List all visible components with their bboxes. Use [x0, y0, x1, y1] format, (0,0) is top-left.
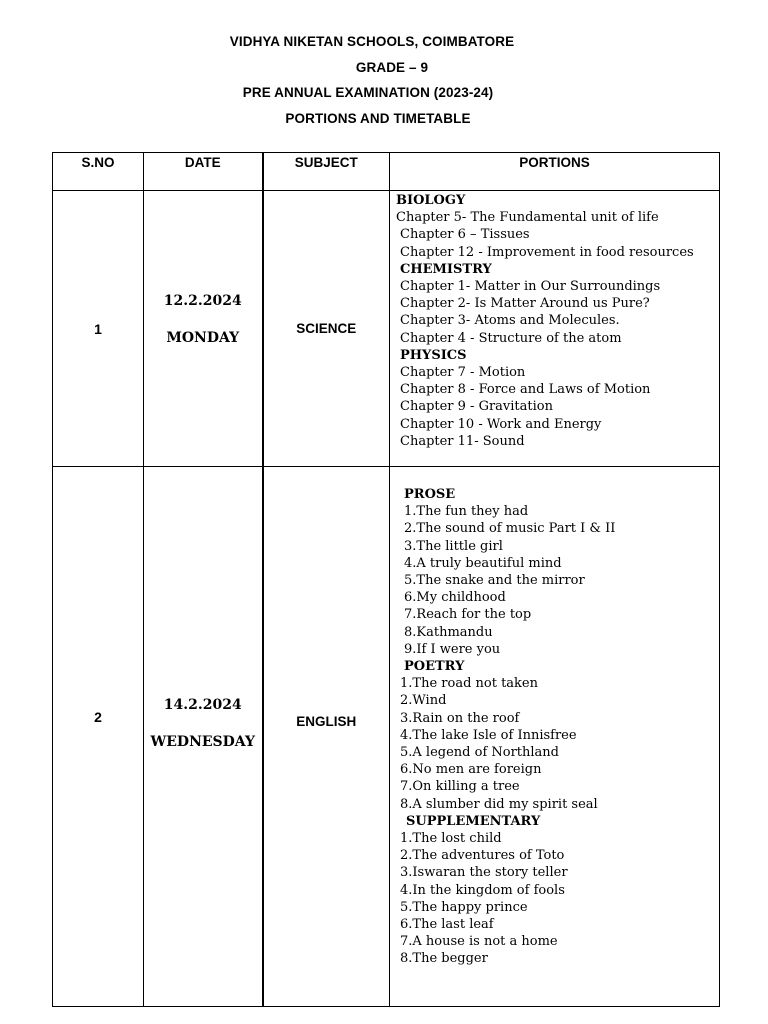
section-heading: PHYSICS — [400, 347, 467, 363]
col-header-portions: PORTIONS — [390, 153, 720, 191]
portion-item: 5.A legend of Northland — [400, 745, 560, 761]
portion-item: 6.My childhood — [404, 590, 506, 606]
portion-item: 3.The little girl — [404, 538, 503, 554]
portion-item: 2.The sound of music Part I & II — [404, 521, 616, 537]
section-heading: CHEMISTRY — [400, 261, 492, 277]
portion-item: 4.In the kingdom of fools — [400, 882, 565, 898]
portion-item: 6.No men are foreign — [400, 762, 542, 778]
portion-item: Chapter 11- Sound — [400, 433, 525, 449]
exam-day: MONDAY — [166, 329, 240, 346]
portion-item: 7.Reach for the top — [404, 607, 532, 623]
portion-item: Chapter 10 - Work and Energy — [400, 416, 602, 432]
portion-item: 7.A house is not a home — [400, 934, 558, 950]
col-header-date: DATE — [144, 153, 263, 191]
subject-cell: ENGLISH — [263, 467, 390, 1007]
exam-day: WEDNESDAY — [150, 733, 255, 750]
sno-cell: 1 — [53, 191, 144, 467]
portion-item: Chapter 9 - Gravitation — [400, 399, 553, 415]
portions-list — [390, 467, 719, 968]
col-header-sno: S.NO — [53, 153, 144, 191]
col-header-subject: SUBJECT — [263, 153, 390, 191]
table-row — [53, 191, 720, 467]
portion-item: Chapter 1- Matter in Our Surroundings — [400, 279, 661, 295]
exam-heading: PRE ANNUAL EXAMINATION (2023-24) — [242, 85, 494, 100]
section-heading: SUPPLEMENTARY — [406, 813, 541, 829]
portion-item: 5.The snake and the mirror — [404, 573, 585, 589]
date-cell — [144, 191, 263, 467]
table-row — [53, 467, 720, 1007]
date-cell — [144, 467, 263, 1007]
school-name: VIDHYA NIKETAN SCHOOLS, COIMBATORE — [229, 34, 515, 49]
portion-item: 3.Iswaran the story teller — [400, 865, 568, 881]
grade-heading: GRADE – 9 — [355, 60, 429, 75]
portion-item: Chapter 8 - Force and Laws of Motion — [400, 382, 651, 398]
portion-item: 9.If I were you — [404, 641, 501, 657]
portion-item: Chapter 5- The Fundamental unit of life — [396, 210, 659, 226]
portions-timetable-heading: PORTIONS AND TIMETABLE — [285, 111, 471, 126]
section-heading: PROSE — [404, 487, 456, 502]
portion-item: Chapter 6 – Tissues — [400, 227, 530, 243]
portion-item: 8.The begger — [400, 951, 488, 967]
portion-item: Chapter 12 - Improvement in food resources — [400, 244, 694, 260]
sno-cell: 2 — [53, 467, 144, 1007]
portion-item: 5.The happy prince — [400, 899, 528, 915]
portion-item: Chapter 3- Atoms and Molecules. — [400, 313, 620, 329]
portions-cell — [390, 191, 720, 467]
portion-item: 3.Rain on the roof — [400, 710, 520, 726]
portion-item: Chapter 4 - Structure of the atom — [400, 330, 622, 346]
portion-item: 8.A slumber did my spirit seal — [400, 796, 598, 812]
portion-item: 4.The lake Isle of Innisfree — [400, 727, 577, 743]
portions-cell — [390, 467, 720, 1007]
exam-date: 12.2.2024 — [163, 292, 242, 309]
section-heading: BIOLOGY — [396, 193, 466, 208]
portion-item: 8.Kathmandu — [404, 624, 493, 640]
portion-item: 1.The fun they had — [404, 504, 529, 520]
timetable — [52, 152, 720, 1007]
table-header-row — [53, 153, 720, 191]
portion-item: 1.The lost child — [400, 831, 502, 847]
portion-item: 2.The adventures of Toto — [400, 848, 565, 864]
portion-item: 7.On killing a tree — [400, 779, 520, 795]
portion-item: Chapter 7 - Motion — [400, 365, 526, 381]
portion-item: 1.The road not taken — [400, 676, 538, 692]
subject-cell: SCIENCE — [263, 191, 390, 467]
exam-date: 14.2.2024 — [163, 696, 242, 713]
portion-item: Chapter 2- Is Matter Around us Pure? — [400, 296, 650, 312]
section-heading: POETRY — [404, 659, 465, 675]
portion-item: 4.A truly beautiful mind — [404, 555, 562, 571]
portion-item: 6.The last leaf — [400, 917, 494, 933]
portions-list — [390, 191, 719, 450]
portion-item: 2.Wind — [400, 693, 447, 709]
